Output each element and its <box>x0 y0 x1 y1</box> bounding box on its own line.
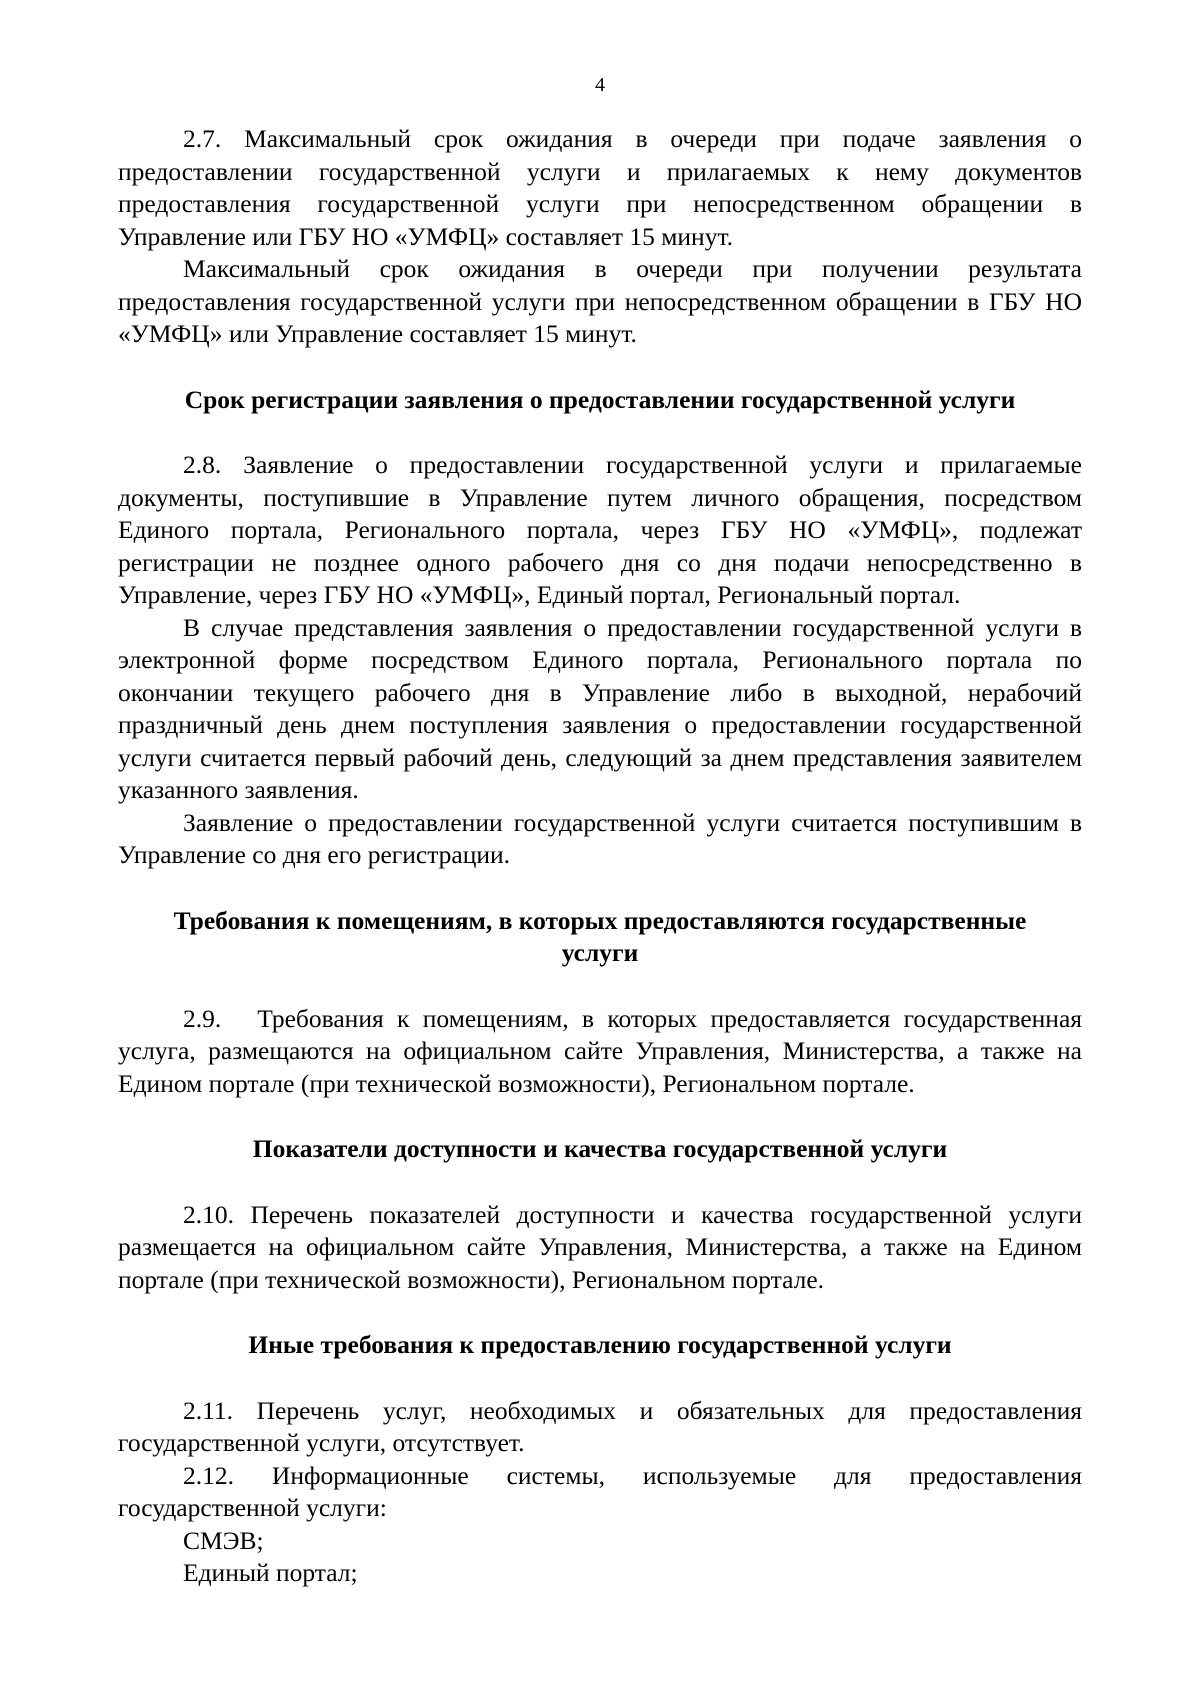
list-item-smev: СМЭВ; <box>183 1525 264 1555</box>
heading-registration: Срок регистрации заявления о предоставлении государственной услуги <box>184 384 1016 414</box>
paragraph-2-11: 2.11. Перечень услуг, необходимых и обязательных для предоставления государственной услуги, отсутствует. <box>118 1395 1082 1457</box>
heading-premises <box>118 905 1082 970</box>
paragraph-2-7-cont: Максимальный срок ожидания в очереди при получении результата предоставления государственной услуги при непосредственном обращении в ГБУ НО «УМФЦ» или Управление составляет 15 минут. <box>118 254 1082 348</box>
paragraph-2-8-text: Заявление о предоставлении государственной услуги и прилагаемые документы, поступившие в Управление путем личного обращения, посредством Единого портала, Регионального портала, через ГБУ НО «УМФЦ», подлежат регистрации не позднее одного рабочего дня со дня подачи непосредственно в Управление, через ГБУ НО «УМФЦ», Единый портал, Региональный портал. <box>118 450 1082 609</box>
heading-quality: Показатели доступности и качества государственной услуги <box>252 1134 948 1163</box>
heading-premises-line1: Требования к помещениям, в которых предоставляются государственные <box>173 905 1027 935</box>
page-number: 4 <box>595 74 605 96</box>
paragraph-2-12: 2.12. Информационные системы, используемые для предоставления государственной услуги: <box>118 1460 1082 1522</box>
paragraph-2-10: 2.10. Перечень показателей доступности и качества государственной услуги размещается на официальном сайте Управления, Министерства, а также на Едином портале (при технической возможности), Региональном портале. <box>118 1199 1082 1294</box>
document-body <box>118 123 1082 1590</box>
paragraph-2-8-cont-2: Заявление о предоставлении государственной услуги считается поступившим в Управление со дня его регистрации. <box>118 807 1082 869</box>
heading-other-requirements: Иные требования к предоставлению государственной услуги <box>248 1330 952 1359</box>
heading-premises-line2: услуги <box>561 938 639 967</box>
list-item-unified-portal: Единый портал; <box>183 1558 358 1587</box>
paragraph-2-7: 2.7. Максимальный срок ожидания в очереди при подаче заявления о предоставлении государственной услуги и прилагаемых к нему документов предоставления государственной услуги при непосредственном обращении в Управление или ГБУ НО «УМФЦ» составляет 15 минут. <box>118 124 1082 251</box>
paragraph-2-8-cont-1: В случае представления заявления о предоставлении государственной услуги в электронной форме посредством Единого портала, Регионального портала по окончании текущего рабочего дня в Управление либо в выходной, нерабочий праздничный день днем поступления заявления о предоставлении государственной услуги считается первый рабочий день, следующий за днем представления заявителем указанного заявления. <box>118 612 1082 804</box>
clause-number-2-9: 2.9. <box>183 1003 222 1033</box>
paragraph-2-8 <box>118 449 1082 612</box>
clause-number-2-8: 2.8. <box>183 450 222 479</box>
paragraph-2-9 <box>118 1003 1082 1101</box>
paragraph-2-9-text: Требования к помещениям, в которых предоставляется государственная услуга, размещаются на официальном сайте Управления, Министерства, а также на Едином портале (при технической возможности), Региональном портале. <box>118 1003 1082 1098</box>
